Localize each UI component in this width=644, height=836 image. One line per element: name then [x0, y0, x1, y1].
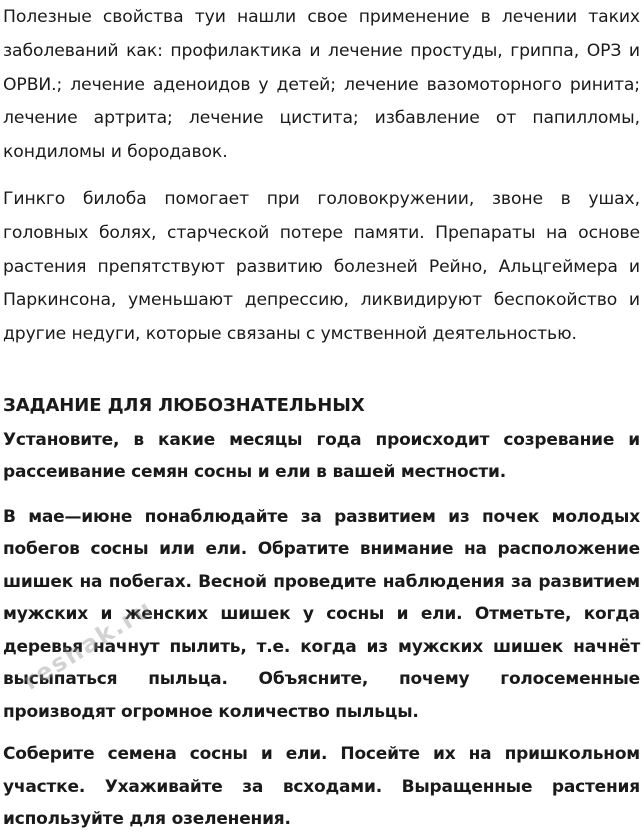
task-paragraph-seed-ripening: Установите, в какие месяцы года происходит созревание и рассеивание семян сосны и ели в вашей местности.: [3, 429, 640, 483]
site-watermark: reshak.ru: [18, 593, 159, 696]
task-paragraph-sowing-seeds: Соберите семена сосны и ели. Посейте их на пришкольном участке. Ухаживайте за всходами. Выращенные растения используйте для озеленения.: [3, 744, 640, 830]
task-section-heading: ЗАДАНИЕ ДЛЯ ЛЮБОЗНАТЕЛЬНЫХ: [3, 394, 365, 416]
task-paragraph-shoot-observation: В мае—июне понаблюдайте за развитием из почек молодых побегов сосны или ели. Обратите внимание на расположение шишек на побегах. Весной проведите наблюдения за развитием мужских и женских шишек у сосны и ели. Отметьте, когда деревья начнут пылить, т.е. когда из мужских шишек начнёт высыпаться пыльца. Объясните, почему голосеменные производят огромное количество пыльцы.: [3, 506, 640, 722]
paragraph-ginkgo-biloba: Гинкго билоба помогает при головокружении, звоне в ушах, головных болях, старческой потере памяти. Препараты на основе растения препятствуют развитию болезней Рейно, Альцгеймера и Паркинсона, уменьшают депрессию, ликвидируют беспокойство и другие недуги, которые связаны с умственной деятельностью.: [3, 188, 640, 345]
paragraph-thuja-properties: Полезные свойства туи нашли свое применение в лечении таких заболеваний как: профилактика и лечение простуды, гриппа, ОРЗ и ОРВИ.; лечение аденоидов у детей; лечение вазомоторного ринита; лечение артрита; лечение цистита; избавление от папилломы, кондиломы и бородавок.: [3, 7, 640, 163]
document-page: [3, 0, 640, 836]
